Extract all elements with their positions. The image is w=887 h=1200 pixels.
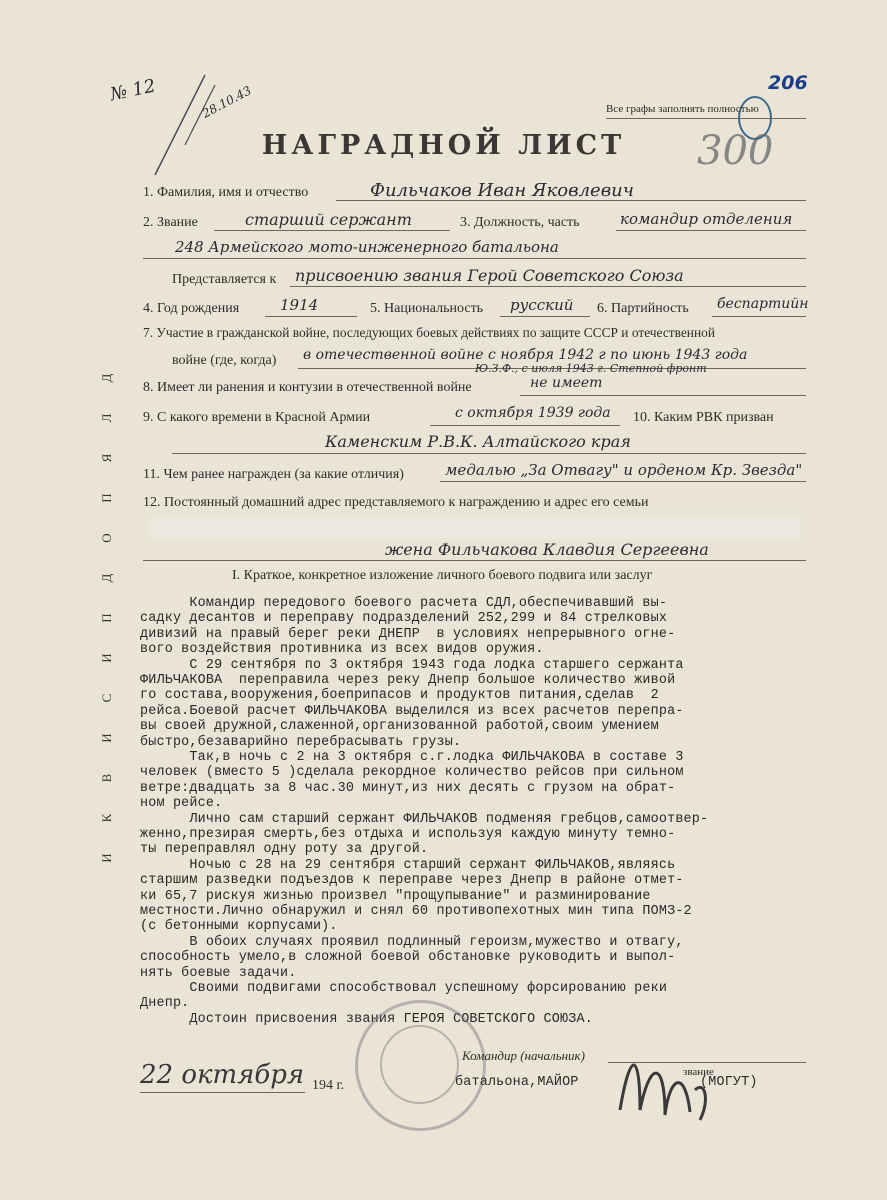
body-line: человек (вместо 5 )сделала рекордное количество рейсов при сильном bbox=[140, 765, 684, 781]
side-label-letter: И bbox=[99, 733, 114, 743]
signature-date: 22 октября bbox=[140, 1060, 305, 1090]
field-1-label: 1. Фамилия, имя и отчество bbox=[143, 185, 309, 200]
field-11-label: 11. Чем ранее награжден (за какие отличия) bbox=[143, 467, 404, 482]
signature-date-line bbox=[140, 1092, 305, 1093]
handwritten-number: 300 bbox=[697, 128, 774, 174]
margin-slash-lines bbox=[145, 65, 285, 185]
field-6-value: беспартийн bbox=[717, 296, 809, 312]
body-line: нять боевые задачи. bbox=[140, 965, 297, 981]
nominated-value: присвоению звания Герой Советского Союза bbox=[295, 266, 684, 285]
margin-note-date: 28.10.43 bbox=[199, 83, 254, 121]
margin-note-number: № 12 bbox=[108, 75, 158, 106]
body-line: садку десантов и переправу подразделений 252,299 и 84 стрелковых bbox=[140, 611, 668, 627]
field-3-line bbox=[616, 230, 806, 231]
handwritten-signature bbox=[610, 1040, 720, 1130]
body-line: Лично сам старший сержант ФИЛЬЧАКОВ подменяя гребцов,самоотвер- bbox=[140, 811, 709, 827]
side-label-letter: Д bbox=[99, 373, 114, 383]
body-line: вого воздействия противника из всех видов оружия. bbox=[140, 642, 544, 658]
field-12-value: жена Фильчакова Клавдия Сергеевна bbox=[385, 540, 709, 559]
body-line: ки 65,7 рискуя жизнью произвел "прощупывание" и разминирование bbox=[140, 888, 651, 904]
field-4-label: 4. Год рождения bbox=[143, 301, 240, 316]
body-line: В обоих случаях проявил подлинный героизм,мужество и отвагу, bbox=[140, 934, 684, 950]
rank-label: звание bbox=[683, 1066, 714, 1078]
body-line: (с бетонными корпусами). bbox=[140, 919, 338, 935]
body-line: женно,презирая смерть,без отдыха и используя каждую минуту темно- bbox=[140, 827, 676, 842]
body-line: ветре:двадцать за 8 час.30 минут,из них десять с грузом на обрат- bbox=[140, 780, 676, 796]
field-8-value: не имеет bbox=[530, 375, 603, 391]
body-line: местности.Лично обнаружил и снял 60 противопехотных мин типа ПОМЗ-2 bbox=[140, 904, 692, 919]
field-10-value: Каменским Р.В.К. Алтайского края bbox=[325, 432, 631, 451]
body-line: Днепр. bbox=[140, 996, 190, 1012]
field-3-value-unit: 248 Армейского мото-инженерного батальона bbox=[175, 238, 559, 256]
side-label-letter: П bbox=[99, 493, 114, 503]
body-line: Своими подвигами способствовал успешному форсированию реки bbox=[140, 981, 668, 996]
body-line: быстро,безаварийно перебрасывать грузы. bbox=[140, 734, 462, 750]
field-5-label: 5. Национальность bbox=[370, 301, 484, 316]
field-2-line bbox=[214, 230, 450, 231]
official-seal-inner bbox=[380, 1025, 459, 1104]
commander-position: батальона,МАЙОР bbox=[455, 1075, 579, 1090]
field-12-label: 12. Постоянный домашний адрес представляемого к награждению и адрес его семьи bbox=[143, 495, 649, 510]
side-label-letter: И bbox=[99, 653, 114, 663]
body-line: Достоин присвоения звания ГЕРОЯ СОВЕТСКОГО СОЮЗА. bbox=[140, 1011, 593, 1027]
body-line: дивизий на правый берег реки ДНЕПР в условиях непрерывного огне- bbox=[140, 626, 676, 642]
field-1-value: Фильчаков Иван Яковлевич bbox=[370, 180, 634, 201]
field-3-line-2 bbox=[143, 258, 806, 259]
body-line: ФИЛЬЧАКОВА переправила через реку Днепр большое количество живой bbox=[140, 673, 676, 688]
redacted-address bbox=[150, 515, 800, 539]
field-4-value: 1914 bbox=[280, 296, 319, 314]
side-label-letter: О bbox=[99, 533, 114, 543]
document-title: НАГРАДНОЙ ЛИСТ bbox=[261, 130, 626, 161]
fill-instruction: Все графы заполнять полностью bbox=[606, 103, 759, 115]
field-5-line bbox=[500, 316, 590, 317]
body-line: рейса.Боевой расчет ФИЛЬЧАКОВА выделился из всех расчетов перепра- bbox=[140, 703, 684, 719]
field-10-label: 10. Каким РВК призван bbox=[633, 410, 774, 425]
side-label-letter: И bbox=[99, 853, 114, 863]
nominated-line bbox=[290, 286, 806, 287]
instruction-underline bbox=[606, 118, 806, 119]
field-6-label: 6. Партийность bbox=[597, 301, 689, 316]
commander-label: Командир (начальник) bbox=[462, 1048, 585, 1063]
field-4-line bbox=[265, 316, 357, 317]
body-line: способность умело,в сложной боевой обстановке руководить и выпол- bbox=[140, 950, 676, 966]
field-2-value: старший сержант bbox=[245, 210, 412, 229]
archive-number: 206 bbox=[768, 72, 808, 94]
nominated-label: Представляется к bbox=[172, 272, 277, 287]
field-8-line bbox=[520, 395, 806, 396]
body-line: вы своей дружной,слаженной,организованной работой,своим умением bbox=[140, 719, 659, 735]
side-label-letter: В bbox=[99, 773, 114, 783]
field-2-label: 2. Звание bbox=[143, 215, 198, 230]
field-8-label: 8. Имеет ли ранения и контузии в отечественной войне bbox=[143, 380, 472, 395]
field-5-value: русский bbox=[510, 296, 574, 314]
section-heading: I. Краткое, конкретное изложение личного боевого подвига или заслуг bbox=[232, 568, 653, 583]
field-3-label: 3. Должность, часть bbox=[460, 215, 580, 230]
commander-name: (МОГУТ) bbox=[700, 1075, 758, 1090]
field-6-line bbox=[712, 316, 806, 317]
field-7-label: 7. Участие в гражданской войне, последующих боевых действиях по защите СССР и отечественной bbox=[143, 325, 715, 340]
side-label-letter: С bbox=[99, 693, 114, 703]
signature-year: 194 г. bbox=[312, 1078, 345, 1093]
field-7-value: в отечественной войне с ноября 1942 г по июнь 1943 года bbox=[303, 347, 748, 363]
body-line: старшим разведки подъездов к переправе через Днепр в районе отмет- bbox=[140, 873, 684, 889]
field-3-value: командир отделения bbox=[620, 210, 793, 228]
body-line: Так,в ночь с 2 на 3 октября с.г.лодка ФИЛЬЧАКОВА в составе 3 bbox=[140, 750, 684, 765]
field-12-line bbox=[143, 560, 806, 561]
field-7-label-2: войне (где, когда) bbox=[172, 353, 277, 368]
side-label-letter: Д bbox=[99, 573, 114, 583]
field-9-label: 9. С какого времени в Красной Армии bbox=[143, 410, 371, 425]
field-7-value-2: Ю.З.Ф., с июля 1943 г. Степной фронт bbox=[475, 362, 707, 375]
body-line: ном рейсе. bbox=[140, 796, 223, 812]
side-label-letter: П bbox=[99, 613, 114, 623]
field-9-value: с октября 1939 года bbox=[455, 405, 611, 421]
body-line: Ночью с 28 на 29 сентября старший сержант ФИЛЬЧАКОВ,являясь bbox=[140, 857, 676, 873]
field-1-line bbox=[336, 200, 806, 201]
side-label-letter: К bbox=[99, 813, 114, 823]
field-11-value: медалью „За Отвагу" и орденом Кр. Звезда" bbox=[445, 461, 803, 479]
body-line: го состава,вооружения,боеприпасов и продуктов питания,сделав 2 bbox=[140, 688, 659, 704]
body-line: Командир передового боевого расчета СДЛ,обеспечивавший вы- bbox=[140, 596, 668, 611]
field-11-line bbox=[440, 481, 806, 482]
side-label-letter: Я bbox=[99, 453, 114, 463]
field-10-line bbox=[172, 453, 806, 454]
body-line: ты переправлял одну роту за другой. bbox=[140, 842, 429, 858]
body-line: С 29 сентября по 3 октября 1943 года лодка старшего сержанта bbox=[140, 657, 684, 673]
field-9-line bbox=[430, 425, 620, 426]
side-label-letter: Л bbox=[99, 413, 114, 423]
